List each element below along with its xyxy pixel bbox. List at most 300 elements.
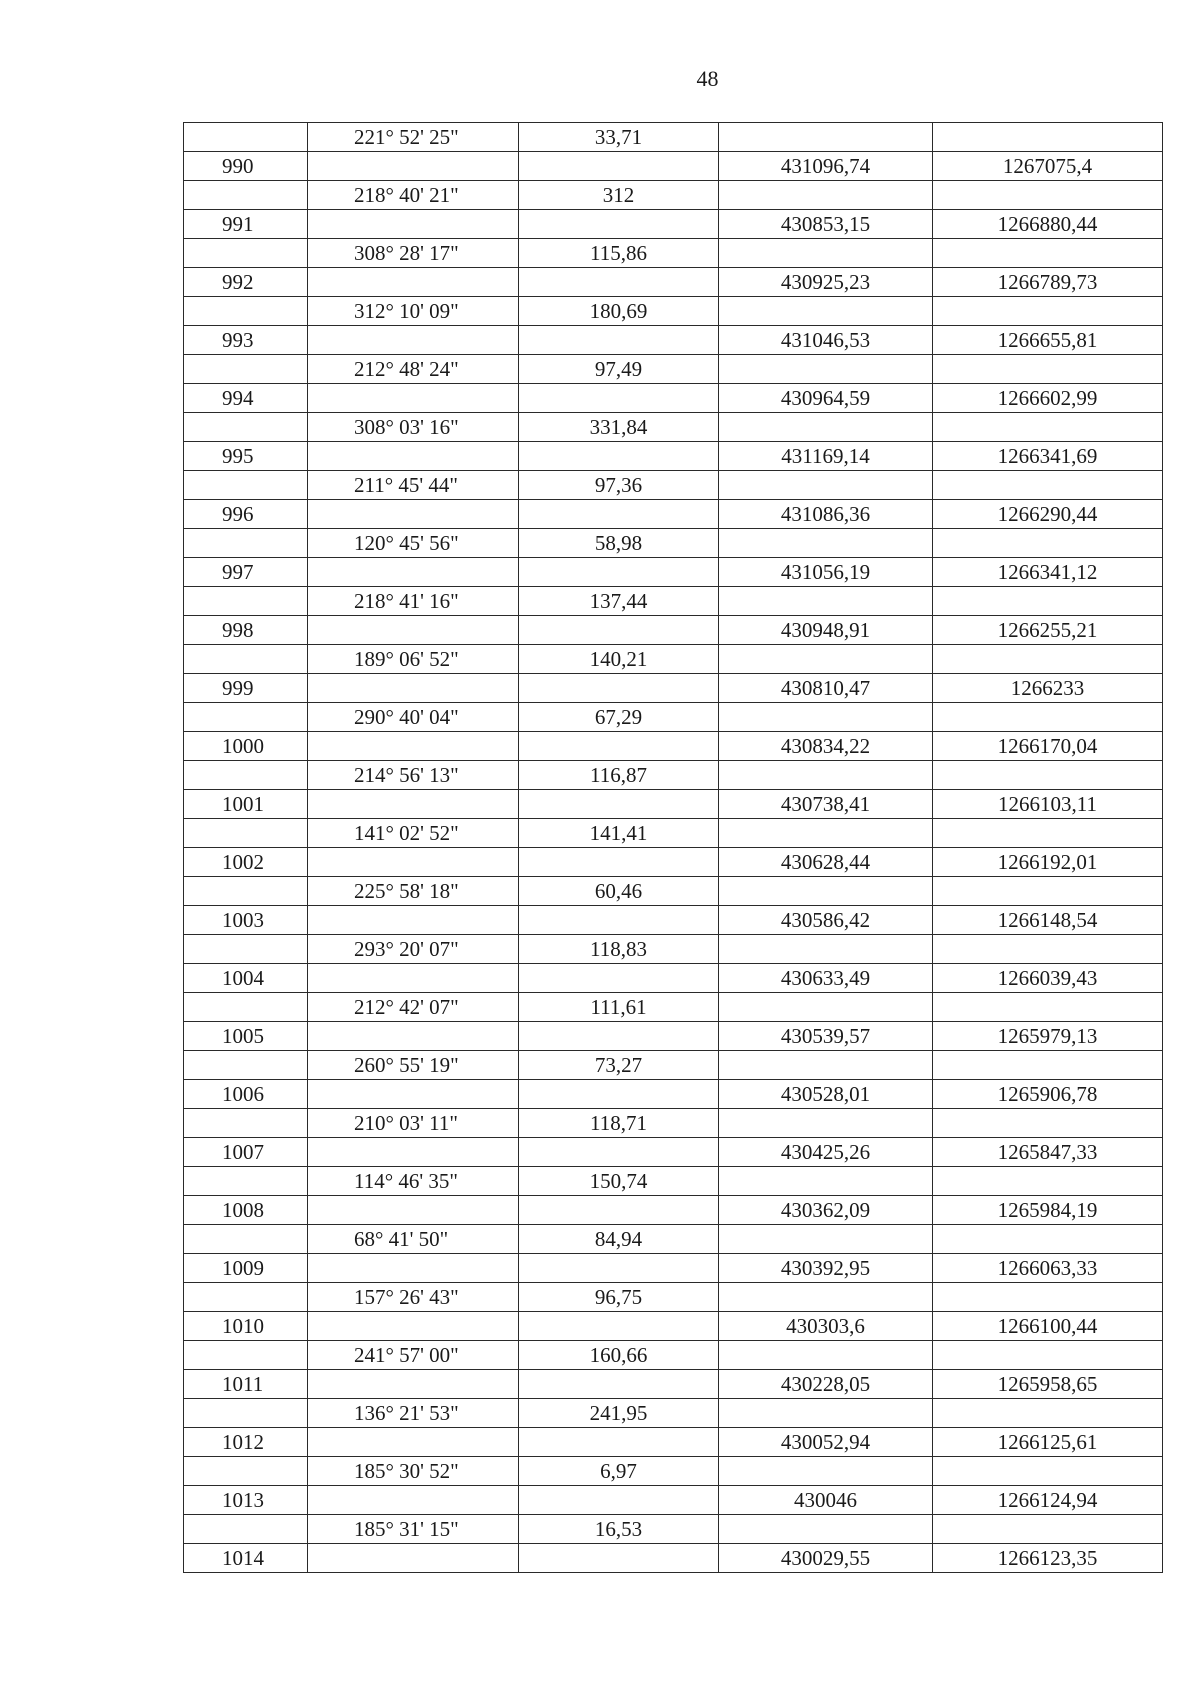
y-coordinate-cell: 1266602,99 (933, 384, 1163, 413)
y-coordinate-cell (933, 993, 1163, 1022)
point-id-cell: 992 (184, 268, 308, 297)
y-coordinate-cell (933, 123, 1163, 152)
distance-cell (519, 732, 719, 761)
direction-angle-cell: 308° 28' 17" (308, 239, 519, 268)
x-coordinate-cell (719, 587, 933, 616)
y-coordinate-cell: 1265906,78 (933, 1080, 1163, 1109)
direction-angle-cell: 218° 41' 16" (308, 587, 519, 616)
y-coordinate-cell: 1265958,65 (933, 1370, 1163, 1399)
distance-cell (519, 326, 719, 355)
segment-row (184, 877, 1163, 906)
x-coordinate-cell (719, 819, 933, 848)
direction-angle-cell (308, 616, 519, 645)
distance-cell (519, 1544, 719, 1573)
direction-angle-cell (308, 674, 519, 703)
direction-angle-cell (308, 790, 519, 819)
segment-row (184, 297, 1163, 326)
x-coordinate-cell: 430539,57 (719, 1022, 933, 1051)
y-coordinate-cell (933, 1225, 1163, 1254)
distance-cell: 96,75 (519, 1283, 719, 1312)
distance-cell: 67,29 (519, 703, 719, 732)
point-row (184, 268, 1163, 297)
point-id-cell (184, 1167, 308, 1196)
x-coordinate-cell (719, 1167, 933, 1196)
x-coordinate-cell: 430528,01 (719, 1080, 933, 1109)
y-coordinate-cell (933, 1283, 1163, 1312)
y-coordinate-cell (933, 1399, 1163, 1428)
distance-cell (519, 384, 719, 413)
segment-row (184, 819, 1163, 848)
point-row (184, 500, 1163, 529)
distance-cell: 141,41 (519, 819, 719, 848)
segment-row (184, 1225, 1163, 1254)
segment-row (184, 529, 1163, 558)
x-coordinate-cell (719, 645, 933, 674)
segment-row (184, 1051, 1163, 1080)
y-coordinate-cell (933, 703, 1163, 732)
segment-row (184, 935, 1163, 964)
point-id-cell: 1014 (184, 1544, 308, 1573)
distance-cell: 150,74 (519, 1167, 719, 1196)
x-coordinate-cell: 430925,23 (719, 268, 933, 297)
direction-angle-cell: 141° 02' 52" (308, 819, 519, 848)
x-coordinate-cell (719, 529, 933, 558)
y-coordinate-cell (933, 1109, 1163, 1138)
x-coordinate-cell (719, 993, 933, 1022)
point-row (184, 326, 1163, 355)
segment-row (184, 1167, 1163, 1196)
distance-cell: 116,87 (519, 761, 719, 790)
x-coordinate-cell: 430633,49 (719, 964, 933, 993)
direction-angle-cell (308, 1022, 519, 1051)
distance-cell (519, 1370, 719, 1399)
distance-cell: 60,46 (519, 877, 719, 906)
point-row (184, 1196, 1163, 1225)
point-id-cell (184, 1341, 308, 1370)
direction-angle-cell: 157° 26' 43" (308, 1283, 519, 1312)
direction-angle-cell: 212° 42' 07" (308, 993, 519, 1022)
point-row (184, 1544, 1163, 1573)
point-id-cell (184, 529, 308, 558)
point-id-cell: 1001 (184, 790, 308, 819)
y-coordinate-cell: 1266192,01 (933, 848, 1163, 877)
point-row (184, 1138, 1163, 1167)
point-id-cell (184, 819, 308, 848)
direction-angle-cell (308, 384, 519, 413)
y-coordinate-cell (933, 819, 1163, 848)
y-coordinate-cell: 1266039,43 (933, 964, 1163, 993)
distance-cell: 180,69 (519, 297, 719, 326)
direction-angle-cell: 114° 46' 35" (308, 1167, 519, 1196)
segment-row (184, 1341, 1163, 1370)
x-coordinate-cell (719, 413, 933, 442)
y-coordinate-cell (933, 877, 1163, 906)
point-row (184, 964, 1163, 993)
point-id-cell (184, 645, 308, 674)
y-coordinate-cell: 1266124,94 (933, 1486, 1163, 1515)
x-coordinate-cell (719, 703, 933, 732)
segment-row (184, 123, 1163, 152)
segment-row (184, 239, 1163, 268)
direction-angle-cell: 290° 40' 04" (308, 703, 519, 732)
point-id-cell: 994 (184, 384, 308, 413)
point-id-cell: 1000 (184, 732, 308, 761)
distance-cell (519, 1428, 719, 1457)
point-id-cell: 1009 (184, 1254, 308, 1283)
point-id-cell: 1013 (184, 1486, 308, 1515)
point-row (184, 1312, 1163, 1341)
y-coordinate-cell (933, 1167, 1163, 1196)
point-row (184, 1254, 1163, 1283)
distance-cell: 6,97 (519, 1457, 719, 1486)
x-coordinate-cell: 430052,94 (719, 1428, 933, 1457)
distance-cell: 140,21 (519, 645, 719, 674)
direction-angle-cell (308, 152, 519, 181)
point-row (184, 906, 1163, 935)
direction-angle-cell (308, 442, 519, 471)
segment-row (184, 1457, 1163, 1486)
segment-row (184, 413, 1163, 442)
point-id-cell: 1012 (184, 1428, 308, 1457)
direction-angle-cell (308, 1196, 519, 1225)
distance-cell (519, 674, 719, 703)
distance-cell (519, 906, 719, 935)
point-id-cell (184, 239, 308, 268)
segment-row (184, 181, 1163, 210)
x-coordinate-cell: 430834,22 (719, 732, 933, 761)
point-row (184, 1022, 1163, 1051)
point-id-cell: 1004 (184, 964, 308, 993)
point-row (184, 1080, 1163, 1109)
x-coordinate-cell: 430948,91 (719, 616, 933, 645)
x-coordinate-cell (719, 1283, 933, 1312)
y-coordinate-cell: 1266655,81 (933, 326, 1163, 355)
x-coordinate-cell: 431056,19 (719, 558, 933, 587)
direction-angle-cell (308, 210, 519, 239)
y-coordinate-cell (933, 181, 1163, 210)
distance-cell: 97,49 (519, 355, 719, 384)
point-id-cell: 1005 (184, 1022, 308, 1051)
segment-row (184, 1283, 1163, 1312)
coordinates-table (183, 122, 1163, 1573)
segment-row (184, 587, 1163, 616)
direction-angle-cell (308, 848, 519, 877)
distance-cell: 241,95 (519, 1399, 719, 1428)
direction-angle-cell (308, 1138, 519, 1167)
y-coordinate-cell (933, 761, 1163, 790)
distance-cell (519, 558, 719, 587)
distance-cell (519, 152, 719, 181)
x-coordinate-cell: 431086,36 (719, 500, 933, 529)
direction-angle-cell (308, 268, 519, 297)
point-row (184, 848, 1163, 877)
segment-row (184, 471, 1163, 500)
direction-angle-cell (308, 1428, 519, 1457)
point-id-cell: 993 (184, 326, 308, 355)
x-coordinate-cell (719, 1457, 933, 1486)
x-coordinate-cell: 430628,44 (719, 848, 933, 877)
distance-cell (519, 1138, 719, 1167)
distance-cell (519, 1254, 719, 1283)
point-id-cell: 999 (184, 674, 308, 703)
point-id-cell (184, 1515, 308, 1544)
direction-angle-cell (308, 964, 519, 993)
y-coordinate-cell (933, 413, 1163, 442)
direction-angle-cell: 185° 31' 15" (308, 1515, 519, 1544)
point-id-cell: 990 (184, 152, 308, 181)
point-id-cell (184, 877, 308, 906)
point-id-cell (184, 123, 308, 152)
direction-angle-cell: 211° 45' 44" (308, 471, 519, 500)
y-coordinate-cell: 1266170,04 (933, 732, 1163, 761)
distance-cell (519, 210, 719, 239)
x-coordinate-cell (719, 1225, 933, 1254)
x-coordinate-cell (719, 355, 933, 384)
y-coordinate-cell: 1266880,44 (933, 210, 1163, 239)
direction-angle-cell: 214° 56' 13" (308, 761, 519, 790)
point-id-cell: 1003 (184, 906, 308, 935)
point-row (184, 616, 1163, 645)
y-coordinate-cell (933, 587, 1163, 616)
y-coordinate-cell (933, 1051, 1163, 1080)
point-row (184, 1486, 1163, 1515)
distance-cell (519, 964, 719, 993)
point-id-cell: 997 (184, 558, 308, 587)
direction-angle-cell: 212° 48' 24" (308, 355, 519, 384)
point-id-cell: 1008 (184, 1196, 308, 1225)
y-coordinate-cell: 1266255,21 (933, 616, 1163, 645)
point-id-cell (184, 703, 308, 732)
direction-angle-cell (308, 1486, 519, 1515)
x-coordinate-cell (719, 1399, 933, 1428)
point-id-cell (184, 761, 308, 790)
x-coordinate-cell (719, 1051, 933, 1080)
x-coordinate-cell (719, 181, 933, 210)
x-coordinate-cell (719, 1341, 933, 1370)
direction-angle-cell: 308° 03' 16" (308, 413, 519, 442)
point-id-cell: 1007 (184, 1138, 308, 1167)
distance-cell: 118,71 (519, 1109, 719, 1138)
y-coordinate-cell: 1266789,73 (933, 268, 1163, 297)
x-coordinate-cell (719, 877, 933, 906)
direction-angle-cell (308, 326, 519, 355)
distance-cell: 16,53 (519, 1515, 719, 1544)
y-coordinate-cell (933, 297, 1163, 326)
x-coordinate-cell: 430392,95 (719, 1254, 933, 1283)
point-id-cell: 991 (184, 210, 308, 239)
direction-angle-cell: 136° 21' 53" (308, 1399, 519, 1428)
y-coordinate-cell (933, 1457, 1163, 1486)
distance-cell: 331,84 (519, 413, 719, 442)
y-coordinate-cell: 1266341,69 (933, 442, 1163, 471)
point-row (184, 384, 1163, 413)
x-coordinate-cell: 430425,26 (719, 1138, 933, 1167)
distance-cell (519, 442, 719, 471)
distance-cell: 160,66 (519, 1341, 719, 1370)
x-coordinate-cell: 431169,14 (719, 442, 933, 471)
point-id-cell (184, 297, 308, 326)
direction-angle-cell (308, 906, 519, 935)
y-coordinate-cell: 1265984,19 (933, 1196, 1163, 1225)
distance-cell: 84,94 (519, 1225, 719, 1254)
x-coordinate-cell (719, 935, 933, 964)
direction-angle-cell (308, 1080, 519, 1109)
segment-row (184, 761, 1163, 790)
x-coordinate-cell: 430810,47 (719, 674, 933, 703)
segment-row (184, 1399, 1163, 1428)
segment-row (184, 993, 1163, 1022)
point-id-cell: 1010 (184, 1312, 308, 1341)
point-id-cell: 1006 (184, 1080, 308, 1109)
direction-angle-cell: 120° 45' 56" (308, 529, 519, 558)
point-id-cell (184, 587, 308, 616)
distance-cell (519, 1196, 719, 1225)
point-id-cell: 996 (184, 500, 308, 529)
point-row (184, 152, 1163, 181)
y-coordinate-cell: 1265979,13 (933, 1022, 1163, 1051)
x-coordinate-cell: 431046,53 (719, 326, 933, 355)
x-coordinate-cell: 430046 (719, 1486, 933, 1515)
y-coordinate-cell: 1266123,35 (933, 1544, 1163, 1573)
distance-cell (519, 500, 719, 529)
segment-row (184, 645, 1163, 674)
distance-cell: 111,61 (519, 993, 719, 1022)
direction-angle-cell: 218° 40' 21" (308, 181, 519, 210)
y-coordinate-cell: 1266148,54 (933, 906, 1163, 935)
distance-cell (519, 268, 719, 297)
direction-angle-cell: 260° 55' 19" (308, 1051, 519, 1080)
point-id-cell (184, 413, 308, 442)
point-row (184, 1370, 1163, 1399)
x-coordinate-cell (719, 761, 933, 790)
coordinates-table-body (184, 123, 1163, 1573)
y-coordinate-cell (933, 239, 1163, 268)
y-coordinate-cell: 1265847,33 (933, 1138, 1163, 1167)
distance-cell (519, 616, 719, 645)
segment-row (184, 1515, 1163, 1544)
distance-cell: 312 (519, 181, 719, 210)
direction-angle-cell (308, 732, 519, 761)
point-id-cell (184, 181, 308, 210)
point-row (184, 1428, 1163, 1457)
x-coordinate-cell: 430362,09 (719, 1196, 933, 1225)
distance-cell: 73,27 (519, 1051, 719, 1080)
y-coordinate-cell: 1267075,4 (933, 152, 1163, 181)
y-coordinate-cell (933, 935, 1163, 964)
direction-angle-cell: 293° 20' 07" (308, 935, 519, 964)
direction-angle-cell (308, 500, 519, 529)
x-coordinate-cell: 430228,05 (719, 1370, 933, 1399)
x-coordinate-cell (719, 297, 933, 326)
direction-angle-cell: 312° 10' 09" (308, 297, 519, 326)
direction-angle-cell (308, 1312, 519, 1341)
segment-row (184, 703, 1163, 732)
y-coordinate-cell (933, 529, 1163, 558)
segment-row (184, 355, 1163, 384)
y-coordinate-cell (933, 645, 1163, 674)
y-coordinate-cell: 1266233 (933, 674, 1163, 703)
y-coordinate-cell (933, 355, 1163, 384)
x-coordinate-cell: 430964,59 (719, 384, 933, 413)
distance-cell (519, 848, 719, 877)
direction-angle-cell: 221° 52' 25" (308, 123, 519, 152)
distance-cell (519, 1080, 719, 1109)
distance-cell (519, 1486, 719, 1515)
point-id-cell (184, 1457, 308, 1486)
direction-angle-cell: 189° 06' 52" (308, 645, 519, 674)
direction-angle-cell (308, 1370, 519, 1399)
distance-cell: 115,86 (519, 239, 719, 268)
distance-cell: 118,83 (519, 935, 719, 964)
point-id-cell (184, 1283, 308, 1312)
y-coordinate-cell: 1266100,44 (933, 1312, 1163, 1341)
distance-cell (519, 1022, 719, 1051)
direction-angle-cell (308, 1254, 519, 1283)
y-coordinate-cell: 1266341,12 (933, 558, 1163, 587)
x-coordinate-cell (719, 471, 933, 500)
distance-cell: 137,44 (519, 587, 719, 616)
point-row (184, 674, 1163, 703)
point-row (184, 790, 1163, 819)
distance-cell (519, 790, 719, 819)
x-coordinate-cell (719, 1109, 933, 1138)
point-id-cell (184, 993, 308, 1022)
distance-cell (519, 1312, 719, 1341)
x-coordinate-cell: 430303,6 (719, 1312, 933, 1341)
direction-angle-cell: 225° 58' 18" (308, 877, 519, 906)
point-row (184, 210, 1163, 239)
x-coordinate-cell (719, 123, 933, 152)
y-coordinate-cell: 1266290,44 (933, 500, 1163, 529)
point-id-cell (184, 935, 308, 964)
y-coordinate-cell (933, 1341, 1163, 1370)
x-coordinate-cell (719, 1515, 933, 1544)
direction-angle-cell (308, 558, 519, 587)
point-id-cell (184, 1399, 308, 1428)
point-row (184, 442, 1163, 471)
segment-row (184, 1109, 1163, 1138)
point-id-cell: 998 (184, 616, 308, 645)
x-coordinate-cell (719, 239, 933, 268)
point-id-cell: 1002 (184, 848, 308, 877)
point-id-cell: 1011 (184, 1370, 308, 1399)
distance-cell: 33,71 (519, 123, 719, 152)
point-id-cell (184, 355, 308, 384)
x-coordinate-cell: 430853,15 (719, 210, 933, 239)
y-coordinate-cell (933, 471, 1163, 500)
direction-angle-cell: 210° 03' 11" (308, 1109, 519, 1138)
point-id-cell (184, 471, 308, 500)
page-number: 48 (696, 66, 719, 91)
point-row (184, 558, 1163, 587)
distance-cell: 97,36 (519, 471, 719, 500)
direction-angle-cell: 185° 30' 52" (308, 1457, 519, 1486)
x-coordinate-cell: 431096,74 (719, 152, 933, 181)
y-coordinate-cell: 1266063,33 (933, 1254, 1163, 1283)
y-coordinate-cell: 1266103,11 (933, 790, 1163, 819)
point-id-cell (184, 1225, 308, 1254)
point-id-cell: 995 (184, 442, 308, 471)
y-coordinate-cell: 1266125,61 (933, 1428, 1163, 1457)
y-coordinate-cell (933, 1515, 1163, 1544)
point-id-cell (184, 1109, 308, 1138)
x-coordinate-cell: 430029,55 (719, 1544, 933, 1573)
x-coordinate-cell: 430738,41 (719, 790, 933, 819)
distance-cell: 58,98 (519, 529, 719, 558)
direction-angle-cell (308, 1544, 519, 1573)
direction-angle-cell: 68° 41' 50" (308, 1225, 519, 1254)
point-id-cell (184, 1051, 308, 1080)
